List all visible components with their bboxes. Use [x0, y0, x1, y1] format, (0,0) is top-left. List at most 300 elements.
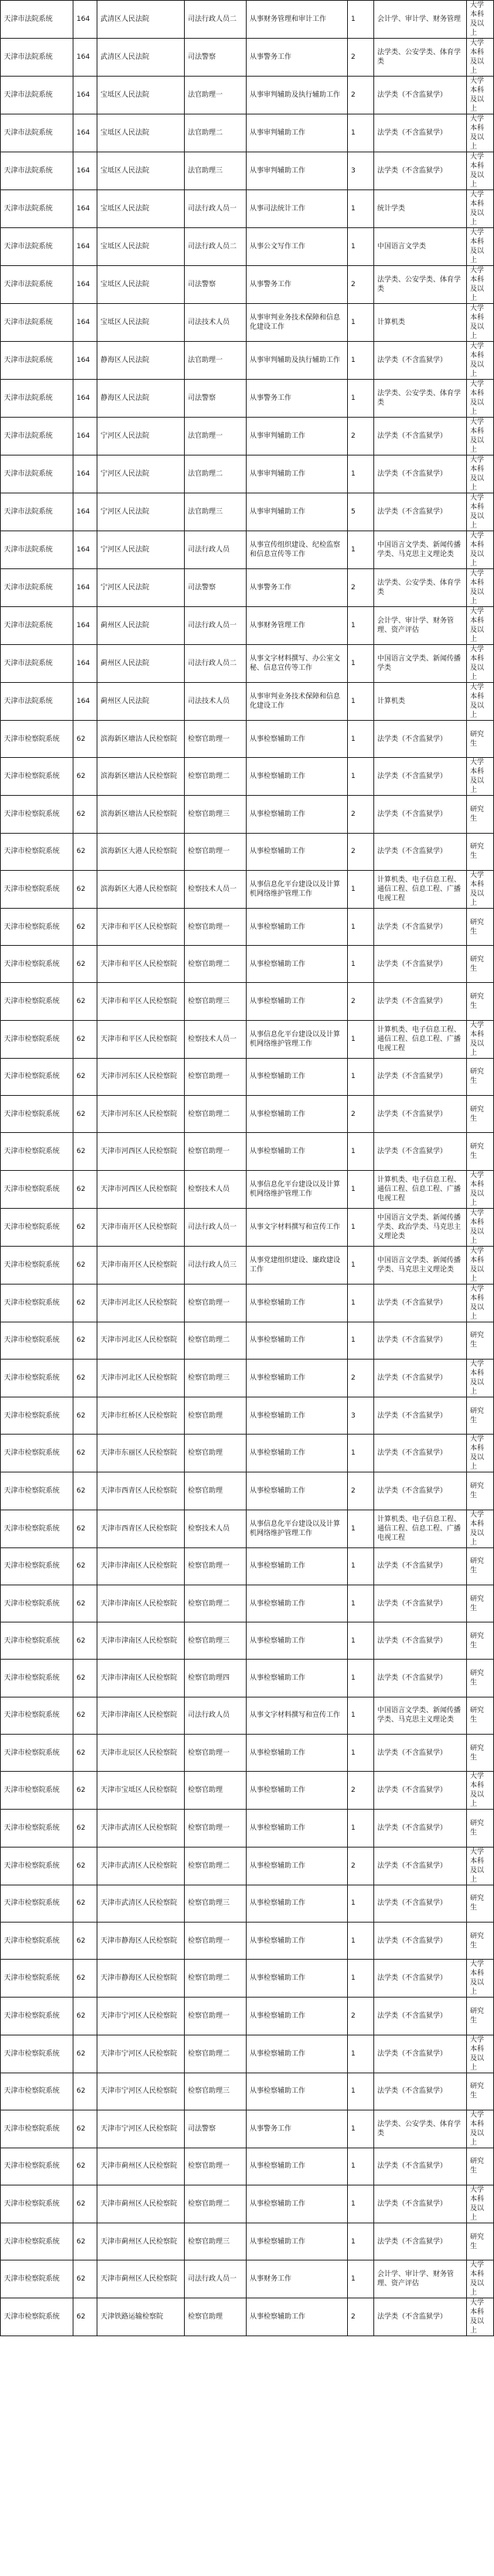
major-cell: 法学类（不含监狱学）: [374, 1585, 467, 1622]
count-cell: 2: [348, 418, 374, 455]
unit-cell: 宝坻区人民法院: [97, 152, 185, 190]
position-cell: 检察技术人员一: [185, 1020, 247, 1058]
code-cell: 164: [73, 228, 97, 266]
major-cell: 法学类（不含监狱学）: [374, 1472, 467, 1510]
major-cell: 法学类（不含监狱学）: [374, 2073, 467, 2110]
duty-cell: 从事检察辅助工作: [247, 946, 348, 983]
position-cell: 检察官助理二: [185, 1847, 247, 1885]
system-cell: 天津市检察院系统: [1, 1622, 73, 1660]
major-cell: 法学类（不含监狱学）: [374, 1133, 467, 1170]
code-cell: 62: [73, 1322, 97, 1359]
education-cell: 大学本科及以上: [467, 455, 494, 493]
education-cell: 大学本科及以上: [467, 304, 494, 342]
education-cell: 大学本科及以上: [467, 77, 494, 114]
unit-cell: 天津市南开区人民检察院: [97, 1246, 185, 1284]
code-cell: 62: [73, 833, 97, 870]
table-row: [1, 1284, 494, 1322]
major-cell: 法学类（不含监狱学）: [374, 1547, 467, 1585]
code-cell: 164: [73, 645, 97, 683]
code-cell: 62: [73, 1885, 97, 1922]
count-cell: 1: [348, 2260, 374, 2298]
table-row: [1, 1510, 494, 1547]
duty-cell: 从事审判业务技术保障和信息化建设工作: [247, 683, 348, 721]
major-cell: 法学类、公安学类、体育学类: [374, 380, 467, 418]
position-cell: 检察官助理二: [185, 1096, 247, 1133]
system-cell: 天津市检察院系统: [1, 1472, 73, 1510]
duty-cell: 从事检察辅助工作: [247, 1096, 348, 1133]
unit-cell: 静海区人民法院: [97, 342, 185, 380]
education-cell: 大学本科及以上: [467, 2110, 494, 2148]
table-row: [1, 1998, 494, 2035]
duty-cell: 从事审判辅助及执行辅助工作: [247, 342, 348, 380]
table-row: [1, 1960, 494, 1998]
code-cell: 62: [73, 2298, 97, 2336]
unit-cell: 天津市西青区人民检察院: [97, 1472, 185, 1510]
table-row: [1, 2260, 494, 2298]
major-cell: 法学类（不含监狱学）: [374, 2035, 467, 2073]
duty-cell: 从事财务管理工作: [247, 607, 348, 645]
major-cell: 法学类（不含监狱学）: [374, 1397, 467, 1434]
table-row: [1, 870, 494, 908]
code-cell: 62: [73, 2223, 97, 2260]
table-row: [1, 1472, 494, 1510]
table-row: [1, 2185, 494, 2223]
education-cell: 研究生: [467, 1735, 494, 1772]
education-cell: 研究生: [467, 1322, 494, 1359]
position-cell: 检察官助理二: [185, 1585, 247, 1622]
code-cell: 62: [73, 721, 97, 758]
system-cell: 天津市检察院系统: [1, 1246, 73, 1284]
major-cell: 法学类（不含监狱学）: [374, 758, 467, 796]
count-cell: 2: [348, 77, 374, 114]
education-cell: 大学本科及以上: [467, 1208, 494, 1246]
duty-cell: 从事检察辅助工作: [247, 1435, 348, 1472]
system-cell: 天津市法院系统: [1, 493, 73, 531]
major-cell: 法学类、公安学类、体育学类: [374, 266, 467, 304]
major-cell: 法学类、公安学类、体育学类: [374, 2110, 467, 2148]
duty-cell: 从事检察辅助工作: [247, 1772, 348, 1810]
education-cell: 研究生: [467, 2073, 494, 2110]
system-cell: 天津市法院系统: [1, 683, 73, 721]
system-cell: 天津市检察院系统: [1, 1020, 73, 1058]
major-cell: 计算机类、电子信息工程、通信工程、信息工程、广播电视工程: [374, 1020, 467, 1058]
table-row: [1, 645, 494, 683]
unit-cell: 天津市武清区人民检察院: [97, 1847, 185, 1885]
count-cell: 1: [348, 228, 374, 266]
duty-cell: 从事检察辅助工作: [247, 1998, 348, 2035]
table-row: [1, 266, 494, 304]
code-cell: 62: [73, 1208, 97, 1246]
unit-cell: 宁河区人民法院: [97, 418, 185, 455]
major-cell: 法学类（不含监狱学）: [374, 2148, 467, 2185]
education-cell: 研究生: [467, 908, 494, 945]
code-cell: 164: [73, 266, 97, 304]
code-cell: 62: [73, 1510, 97, 1547]
system-cell: 天津市检察院系统: [1, 2260, 73, 2298]
major-cell: 会计学、审计学、财务管理、资产评估: [374, 2260, 467, 2298]
position-cell: 法官助理三: [185, 152, 247, 190]
unit-cell: 宝坻区人民法院: [97, 190, 185, 228]
code-cell: 62: [73, 1735, 97, 1772]
system-cell: 天津市检察院系统: [1, 2148, 73, 2185]
code-cell: 62: [73, 1697, 97, 1734]
duty-cell: 从事检察辅助工作: [247, 1472, 348, 1510]
count-cell: 1: [348, 1246, 374, 1284]
count-cell: 1: [348, 645, 374, 683]
table-row: [1, 833, 494, 870]
code-cell: 62: [73, 1660, 97, 1697]
count-cell: 1: [348, 1208, 374, 1246]
duty-cell: 从事审判辅助工作: [247, 455, 348, 493]
major-cell: 法学类（不含监狱学）: [374, 1322, 467, 1359]
position-cell: 检察官助理三: [185, 2073, 247, 2110]
unit-cell: 滨海新区塘沽人民检察院: [97, 721, 185, 758]
major-cell: 计算机类、电子信息工程、通信工程、信息工程、广播电视工程: [374, 1170, 467, 1208]
position-cell: 检察官助理二: [185, 1960, 247, 1998]
table-body: [1, 1, 494, 2336]
unit-cell: 滨海新区塘沽人民检察院: [97, 758, 185, 796]
count-cell: 2: [348, 983, 374, 1020]
count-cell: 1: [348, 1922, 374, 1959]
code-cell: 62: [73, 908, 97, 945]
table-row: [1, 2148, 494, 2185]
duty-cell: 从事检察辅助工作: [247, 1810, 348, 1847]
major-cell: 法学类（不含监狱学）: [374, 1922, 467, 1959]
position-cell: 检察官助理一: [185, 1735, 247, 1772]
system-cell: 天津市检察院系统: [1, 1397, 73, 1434]
table-row: [1, 455, 494, 493]
table-row: [1, 190, 494, 228]
duty-cell: 从事审判业务技术保障和信息化建设工作: [247, 304, 348, 342]
table-row: [1, 1922, 494, 1959]
major-cell: 法学类（不含监狱学）: [374, 1885, 467, 1922]
code-cell: 164: [73, 39, 97, 77]
education-cell: 大学本科及以上: [467, 39, 494, 77]
code-cell: 62: [73, 1998, 97, 2035]
position-cell: 检察官助理一: [185, 1284, 247, 1322]
position-cell: 检察官助理二: [185, 758, 247, 796]
major-cell: 法学类、公安学类、体育学类: [374, 39, 467, 77]
duty-cell: 从事检察辅助工作: [247, 796, 348, 833]
table-row: [1, 721, 494, 758]
count-cell: 1: [348, 1547, 374, 1585]
duty-cell: 从事检察辅助工作: [247, 2148, 348, 2185]
education-cell: 大学本科及以上: [467, 2298, 494, 2336]
duty-cell: 从事检察辅助工作: [247, 1058, 348, 1095]
major-cell: 法学类（不含监狱学）: [374, 833, 467, 870]
code-cell: 62: [73, 2073, 97, 2110]
education-cell: 大学本科及以上: [467, 1, 494, 39]
major-cell: 法学类（不含监狱学）: [374, 2185, 467, 2223]
duty-cell: 从事检察辅助工作: [247, 833, 348, 870]
unit-cell: 宁河区人民法院: [97, 455, 185, 493]
education-cell: 研究生: [467, 1622, 494, 1660]
duty-cell: 从事警务工作: [247, 569, 348, 607]
system-cell: 天津市检察院系统: [1, 758, 73, 796]
major-cell: 会计学、审计学、财务管理、资产评估: [374, 607, 467, 645]
major-cell: 法学类、公安学类、体育学类: [374, 569, 467, 607]
system-cell: 天津市检察院系统: [1, 1585, 73, 1622]
count-cell: 1: [348, 683, 374, 721]
position-cell: 检察官助理: [185, 2298, 247, 2336]
unit-cell: 宁河区人民法院: [97, 493, 185, 531]
system-cell: 天津市检察院系统: [1, 1133, 73, 1170]
table-row: [1, 228, 494, 266]
major-cell: 中国语言文学类、新闻传播学类、马克思主义理论类: [374, 531, 467, 569]
education-cell: 大学本科及以上: [467, 2260, 494, 2298]
table-row: [1, 983, 494, 1020]
duty-cell: 从事检察辅助工作: [247, 2298, 348, 2336]
system-cell: 天津市法院系统: [1, 77, 73, 114]
code-cell: 62: [73, 1772, 97, 1810]
table-row: [1, 1133, 494, 1170]
unit-cell: 天津市河东区人民检察院: [97, 1096, 185, 1133]
table-row: [1, 2073, 494, 2110]
system-cell: 天津市法院系统: [1, 607, 73, 645]
count-cell: 3: [348, 152, 374, 190]
position-cell: 司法行政人员二: [185, 645, 247, 683]
unit-cell: 天津市和平区人民检察院: [97, 908, 185, 945]
count-cell: 1: [348, 2185, 374, 2223]
unit-cell: 蓟州区人民法院: [97, 645, 185, 683]
major-cell: 法学类（不含监狱学）: [374, 1284, 467, 1322]
duty-cell: 从事检察辅助工作: [247, 1284, 348, 1322]
position-cell: 法官助理三: [185, 493, 247, 531]
code-cell: 164: [73, 152, 97, 190]
position-cell: 司法警察: [185, 39, 247, 77]
count-cell: 2: [348, 1847, 374, 1885]
table-row: [1, 607, 494, 645]
duty-cell: 从事检察辅助工作: [247, 1622, 348, 1660]
unit-cell: 蓟州区人民法院: [97, 683, 185, 721]
code-cell: 62: [73, 1359, 97, 1397]
education-cell: 研究生: [467, 1810, 494, 1847]
duty-cell: 从事财务工作: [247, 2260, 348, 2298]
duty-cell: 从事检察辅助工作: [247, 1397, 348, 1434]
table-row: [1, 77, 494, 114]
count-cell: 1: [348, 1810, 374, 1847]
code-cell: 164: [73, 531, 97, 569]
table-row: [1, 1547, 494, 1585]
code-cell: 164: [73, 190, 97, 228]
system-cell: 天津市检察院系统: [1, 1960, 73, 1998]
system-cell: 天津市检察院系统: [1, 1885, 73, 1922]
count-cell: 1: [348, 870, 374, 908]
unit-cell: 天津市宝坻区人民检察院: [97, 1772, 185, 1810]
count-cell: 1: [348, 1585, 374, 1622]
table-row: [1, 380, 494, 418]
education-cell: 研究生: [467, 1998, 494, 2035]
table-row: [1, 304, 494, 342]
code-cell: 62: [73, 1096, 97, 1133]
education-cell: 大学本科及以上: [467, 152, 494, 190]
duty-cell: 从事审判辅助工作: [247, 493, 348, 531]
major-cell: 法学类（不含监狱学）: [374, 1810, 467, 1847]
system-cell: 天津市检察院系统: [1, 1810, 73, 1847]
unit-cell: 滨海新区塘沽人民检察院: [97, 796, 185, 833]
code-cell: 62: [73, 1960, 97, 1998]
system-cell: 天津市法院系统: [1, 152, 73, 190]
major-cell: 法学类（不含监狱学）: [374, 418, 467, 455]
unit-cell: 天津市西青区人民检察院: [97, 1510, 185, 1547]
system-cell: 天津市检察院系统: [1, 1284, 73, 1322]
position-cell: 检察官助理二: [185, 946, 247, 983]
education-cell: 大学本科及以上: [467, 190, 494, 228]
table-row: [1, 1397, 494, 1434]
duty-cell: 从事检察辅助工作: [247, 1922, 348, 1959]
unit-cell: 武清区人民法院: [97, 39, 185, 77]
major-cell: 法学类（不含监狱学）: [374, 1998, 467, 2035]
position-cell: 检察官助理二: [185, 2035, 247, 2073]
system-cell: 天津市检察院系统: [1, 983, 73, 1020]
major-cell: 法学类（不含监狱学）: [374, 2298, 467, 2336]
major-cell: 法学类（不含监狱学）: [374, 946, 467, 983]
system-cell: 天津市法院系统: [1, 418, 73, 455]
count-cell: 2: [348, 2298, 374, 2336]
position-cell: 检察技术人员: [185, 1170, 247, 1208]
position-cell: 司法行政人员一: [185, 2260, 247, 2298]
code-cell: 62: [73, 1020, 97, 1058]
education-cell: 研究生: [467, 1397, 494, 1434]
education-cell: 大学本科及以上: [467, 228, 494, 266]
unit-cell: 滨海新区大港人民检察院: [97, 870, 185, 908]
unit-cell: 天津市河西区人民检察院: [97, 1133, 185, 1170]
position-cell: 检察官助理一: [185, 1810, 247, 1847]
count-cell: 1: [348, 2148, 374, 2185]
code-cell: 164: [73, 418, 97, 455]
system-cell: 天津市法院系统: [1, 1, 73, 39]
position-cell: 法官助理一: [185, 418, 247, 455]
unit-cell: 蓟州区人民法院: [97, 607, 185, 645]
major-cell: 法学类（不含监狱学）: [374, 721, 467, 758]
count-cell: 1: [348, 1435, 374, 1472]
system-cell: 天津市检察院系统: [1, 1772, 73, 1810]
duty-cell: 从事文字材料撰写、办公室文秘、信息宣传等工作: [247, 645, 348, 683]
table-row: [1, 1020, 494, 1058]
system-cell: 天津市检察院系统: [1, 908, 73, 945]
major-cell: 中国语言文学类、新闻传播学类、政治学类、马克思主义理论类: [374, 1208, 467, 1246]
position-cell: 检察官助理一: [185, 908, 247, 945]
code-cell: 62: [73, 2148, 97, 2185]
table-row: [1, 2035, 494, 2073]
duty-cell: 从事检察辅助工作: [247, 1660, 348, 1697]
major-cell: 法学类（不含监狱学）: [374, 493, 467, 531]
position-cell: 检察官助理二: [185, 2185, 247, 2223]
table-row: [1, 2223, 494, 2260]
position-cell: 司法警察: [185, 569, 247, 607]
code-cell: 62: [73, 1170, 97, 1208]
major-cell: 计算机类、电子信息工程、通信工程、信息工程、广播电视工程: [374, 1510, 467, 1547]
code-cell: 62: [73, 1284, 97, 1322]
position-cell: 检察官助理一: [185, 1058, 247, 1095]
table-row: [1, 908, 494, 945]
system-cell: 天津市检察院系统: [1, 1170, 73, 1208]
position-cell: 检察官助理一: [185, 1133, 247, 1170]
system-cell: 天津市法院系统: [1, 342, 73, 380]
system-cell: 天津市法院系统: [1, 228, 73, 266]
duty-cell: 从事检察辅助工作: [247, 1547, 348, 1585]
code-cell: 164: [73, 342, 97, 380]
unit-cell: 天津市和平区人民检察院: [97, 1020, 185, 1058]
system-cell: 天津市检察院系统: [1, 833, 73, 870]
system-cell: 天津市检察院系统: [1, 2073, 73, 2110]
code-cell: 62: [73, 1547, 97, 1585]
system-cell: 天津市检察院系统: [1, 1096, 73, 1133]
education-cell: 大学本科及以上: [467, 1284, 494, 1322]
position-cell: 检察官助理: [185, 1772, 247, 1810]
duty-cell: 从事检察辅助工作: [247, 1847, 348, 1885]
count-cell: 2: [348, 1096, 374, 1133]
code-cell: 62: [73, 946, 97, 983]
count-cell: 2: [348, 1772, 374, 1810]
education-cell: 大学本科及以上: [467, 1510, 494, 1547]
major-cell: 中国语言文学类: [374, 228, 467, 266]
duty-cell: 从事警务工作: [247, 266, 348, 304]
position-cell: 检察技术人员: [185, 1510, 247, 1547]
duty-cell: 从事公文写作工作: [247, 228, 348, 266]
duty-cell: 从事审判辅助工作: [247, 418, 348, 455]
education-cell: 大学本科及以上: [467, 683, 494, 721]
unit-cell: 天津市北辰区人民检察院: [97, 1735, 185, 1772]
code-cell: 62: [73, 1472, 97, 1510]
system-cell: 天津市检察院系统: [1, 1435, 73, 1472]
major-cell: 法学类（不含监狱学）: [374, 1847, 467, 1885]
code-cell: 62: [73, 1585, 97, 1622]
code-cell: 62: [73, 983, 97, 1020]
code-cell: 62: [73, 758, 97, 796]
code-cell: 62: [73, 2260, 97, 2298]
system-cell: 天津市法院系统: [1, 531, 73, 569]
education-cell: 研究生: [467, 1697, 494, 1734]
unit-cell: 静海区人民法院: [97, 380, 185, 418]
duty-cell: 从事检察辅助工作: [247, 1735, 348, 1772]
unit-cell: 宝坻区人民法院: [97, 114, 185, 152]
unit-cell: 天津市津南区人民检察院: [97, 1660, 185, 1697]
major-cell: 计算机类、电子信息工程、通信工程、信息工程、广播电视工程: [374, 870, 467, 908]
count-cell: 1: [348, 342, 374, 380]
duty-cell: 从事检察辅助工作: [247, 2073, 348, 2110]
table-row: [1, 758, 494, 796]
major-cell: 法学类（不含监狱学）: [374, 1058, 467, 1095]
table-row: [1, 1208, 494, 1246]
duty-cell: 从事文字材料撰写和宣传工作: [247, 1208, 348, 1246]
unit-cell: 天津市宁河区人民检察院: [97, 1998, 185, 2035]
system-cell: 天津市检察院系统: [1, 1922, 73, 1959]
count-cell: 1: [348, 114, 374, 152]
major-cell: 法学类（不含监狱学）: [374, 1359, 467, 1397]
unit-cell: 天津市蓟州区人民检察院: [97, 2185, 185, 2223]
education-cell: 研究生: [467, 946, 494, 983]
position-cell: 检察官助理一: [185, 1922, 247, 1959]
duty-cell: 从事信息化平台建设以及计算机网络维护管理工作: [247, 870, 348, 908]
major-cell: 法学类（不含监狱学）: [374, 1622, 467, 1660]
unit-cell: 天津市武清区人民检察院: [97, 1810, 185, 1847]
count-cell: 1: [348, 1, 374, 39]
duty-cell: 从事警务工作: [247, 2110, 348, 2148]
table-row: [1, 796, 494, 833]
system-cell: 天津市检察院系统: [1, 1847, 73, 1885]
position-cell: 法官助理一: [185, 77, 247, 114]
table-row: [1, 683, 494, 721]
duty-cell: 从事财务管理和审计工作: [247, 1, 348, 39]
count-cell: 1: [348, 2073, 374, 2110]
education-cell: 大学本科及以上: [467, 266, 494, 304]
education-cell: 研究生: [467, 721, 494, 758]
table-row: [1, 1772, 494, 1810]
position-cell: 检察官助理: [185, 1435, 247, 1472]
table-row: [1, 1622, 494, 1660]
major-cell: 统计学类: [374, 190, 467, 228]
